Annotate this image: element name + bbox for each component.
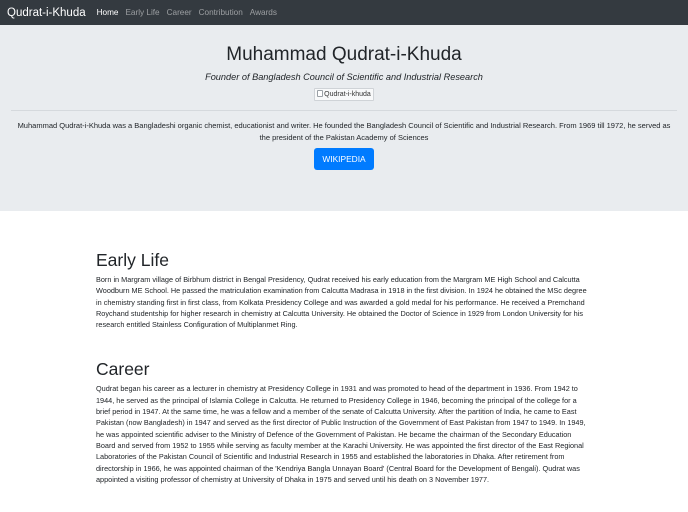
career-text: Qudrat began his career as a lecturer in chemistry at Presidency College in 1931 and was promoted to head of the department in 1936. From 1942 to 1944, he served as the principal of Islamia College in Calcutta. He returned to Presidency College in 1946, becoming the principal of the college for a brief period in 1947. At the same time, he was a fellow and a member of the senate of Calcutta University. After the partition of India, he came to East Pakistan (now Bangladesh) in 1947 and served as the first director of Public Instruction of the Government of East Pakistan from 1947 to 1949. In 1949, he was appointed scientific adviser to the Ministry of Defence of the Government of Pakistan. He became the chairman of the Secondary Education Board and served from 1952 to 1955 while serving as faculty member at the Karachi University. He was appointed the first director of the East Regional Laboratories of the Pakistan Council of Scientific and Industrial Research in 1955 and established the laboratories in Dhaka. After retirement from directorship in 1966, he was appointed chairman of the 'Kendriya Bangla Unnayan Board' (Central Board for the Development of Bengali). Qudrat was appointed a visiting professor of chemistry at University of Dhaka in 1975 and served until his death on 3 November 1977. xyxy=(96,384,586,484)
hero-title: Muhammad Qudrat-i-Khuda xyxy=(226,44,462,65)
early-life-text: Born in Margram village of Birbhum district in Bengal Presidency, Qudrat received his early education from the Margram ME High School and Calcutta Woodburn ME School. He passed the matriculation examination from Calcutta Madrasa in 1918 in the first division. In 1924 he obtained the MSc degree in chemistry standing first in first class, from Kolkata Presidency College and was awarded a gold medal for his performance. He received a Premchand Roychand studentship for higher research in chemistry at Calcutta University. He obtained the Doctor of Science in 1929 from London University for his research entitled Stainless Configuration of Multiplanmet Ring. xyxy=(96,275,587,330)
broken-image-icon xyxy=(317,90,323,97)
career-section xyxy=(96,359,592,485)
navbar-brand[interactable]: Qudrat-i-Khuda xyxy=(7,6,86,19)
hero-lead-text: Muhammad Qudrat-i-Khuda was a Bangladeshi organic chemist, educationist and writer. He founded the Bangladesh Council of Scientific and Industrial Research. From 1969 till 1972, he served as the president of the Pakistan Academy of Sciences xyxy=(17,121,671,142)
hero-subtitle: Founder of Bangladesh Council of Scientific and Industrial Research xyxy=(205,72,483,82)
nav-link-home[interactable]: Home xyxy=(96,8,119,17)
top-navbar xyxy=(0,0,688,25)
main-content xyxy=(0,250,688,485)
portrait-image-placeholder xyxy=(314,88,374,101)
hero-jumbotron xyxy=(0,25,688,211)
portrait-image-alt: Qudrat-i-khuda xyxy=(324,91,371,98)
early-life-section xyxy=(96,250,592,330)
hero-divider xyxy=(11,110,677,111)
nav-link-contribution[interactable]: Contribution xyxy=(198,8,243,17)
nav-link-awards[interactable]: Awards xyxy=(249,8,277,17)
wikipedia-button[interactable]: WIKIPEDIA xyxy=(314,148,373,170)
early-life-heading: Early Life xyxy=(96,250,169,270)
nav-link-early-life[interactable]: Early Life xyxy=(125,8,160,17)
nav-link-career[interactable]: Career xyxy=(166,8,192,17)
career-heading: Career xyxy=(96,359,150,380)
